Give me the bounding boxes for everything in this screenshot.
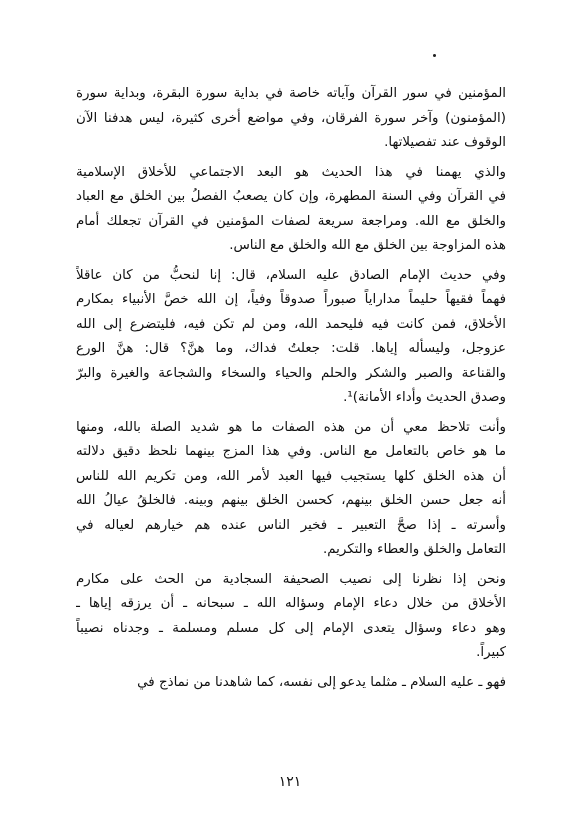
page-number: ١٢١ [278,774,302,790]
paragraph [76,671,506,696]
text-line: وأسرته ـ إذا صحَّ التعبير ـ فخير الناس عنده هم خيارهم لعياله في [76,517,506,533]
text-line: الوقوف عند تفصيلاتها. [384,135,506,150]
text-line: المؤمنين في سور القرآن وآياته خاصة في بداية سورة البقرة، وبداية سورة [76,86,506,101]
text-line: أن هذه الخلق كلها يستجيب فيها العبد لأمر الله، ومن تكريم الله للناس [76,468,506,484]
text-line: فهماً فقيهاً حليماً مداراياً صبوراً صدوقاً وفياً، إن الله خصَّ الأنبياء بمكارم [76,292,506,307]
paragraph [76,161,506,259]
text-line: أنه جعل حسن الخلق بينهم، كحسن الخلق بينهم وبينه. فالخلقُ عيالُ الله [76,493,506,508]
text-line: وهو دعاء وسؤال يتعدى الإمام إلى كل مسلم ومسلمة ـ وجدناه نصيباً [76,620,506,636]
text-line: (المؤمنون) وآخر سورة الفرقان، وفي مواضع أخرى كثيرة، ليس هدفنا الآن [76,110,506,126]
text-line: فهو ـ عليه السلام ـ مثلما يدعو إلى نفسه، كما شاهدنا من نماذج في [137,674,506,690]
text-line: والقناعة والصبر والشكر والحلم والحياء والسخاء والشجاعة والغيرة والبرّ [76,365,506,381]
text-line: وأنت تلاحظ معي أن من هذه الصفات ما هو شديد الصلة بالله، ومنها [76,419,506,435]
text-line: ونحن إذا نظرنا إلى نصيب الصحيفة السجادية من الحث على مكارم [76,571,506,587]
text-line: كبيراً. [476,645,506,660]
text-line: الأخلاق، فمن كانت فيه فليحمد الله، ومن لم تكن فيه، فليتضرع إلى الله [76,316,506,332]
text-line: وفي حديث الإمام الصادق عليه السلام، قال: إنا لنحبُّ من كان عاقلاً [76,267,506,283]
text-line: هذه المزاوجة بين الخلق مع الله والخلق مع الناس. [229,238,506,253]
body-text [76,82,506,700]
paragraph [76,264,506,411]
paragraph [76,82,506,156]
text-line: والخلق مع الله. ومراجعة سريعة لصفات المؤمنين في القرآن تجعلك أمام [76,213,506,229]
paragraph [76,568,506,666]
top-dot-mark [433,54,436,57]
text-line: عزوجل، وليسأله إياها. قلت: جعلتُ فداك، وما هنَّ؟ قال: هنَّ الورع [76,341,506,356]
text-line: في القرآن وفي السنة المطهرة، وإن كان يصعبُ الفصلُ بين الخلق مع العباد [76,189,506,204]
text-line: وصدق الحديث وأداء الأمانة)¹. [343,390,506,405]
text-line: الأخلاق من خلال دعاء الإمام وسؤاله الله ـ سبحانه ـ أن يرزقه إياها ـ [76,596,506,611]
paragraph [76,416,506,563]
text-line: التعامل والخلق والعطاء والتكريم. [322,542,506,557]
text-line: ما هو خاص بالتعامل مع الناس. وفي هذا المزج بينهما نلحظ دقيق دلالته [76,444,506,459]
text-line: والذي يهمنا في هذا الحديث هو البعد الاجتماعي للأخلاق الإسلامية [76,164,506,180]
